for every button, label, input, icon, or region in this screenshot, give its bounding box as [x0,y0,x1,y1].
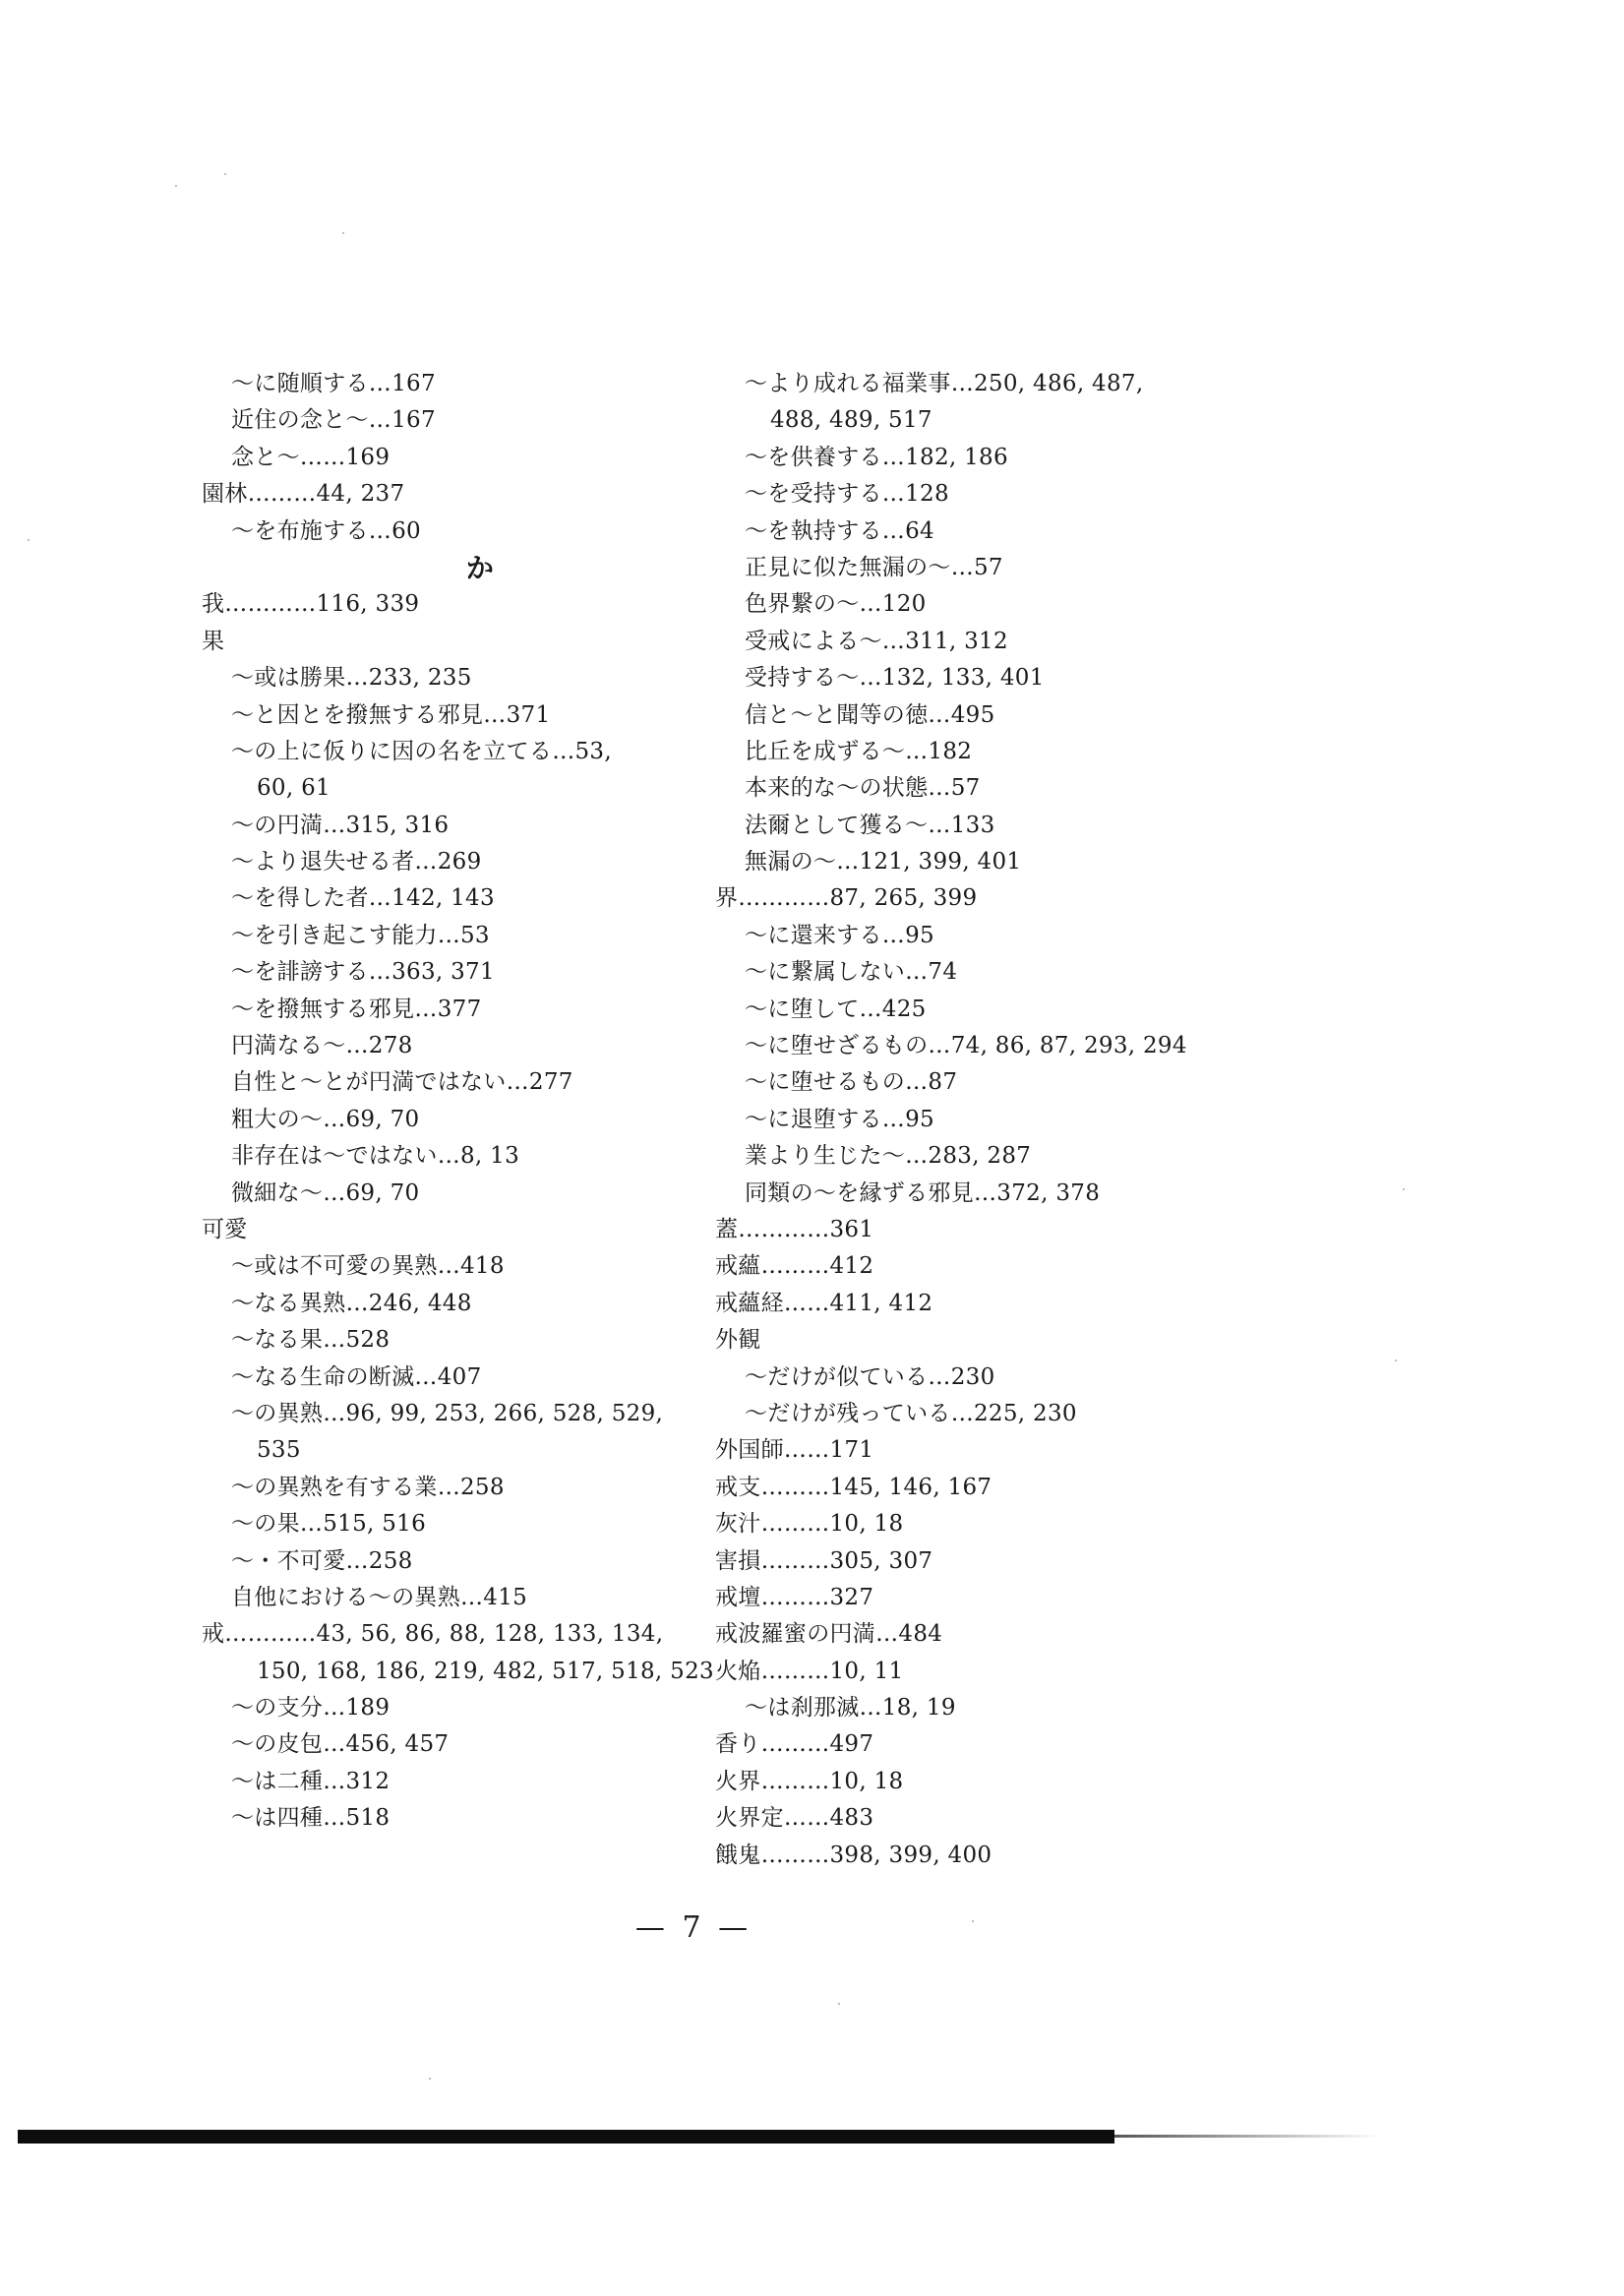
index-headword: 火界定……483 [715,1805,874,1832]
index-subentry: 無漏の～…121, 399, 401 [745,849,1022,876]
index-subentry: ～は刹那滅…18, 19 [745,1695,956,1722]
index-subentry: ～を執持する…64 [745,517,934,544]
index-subentry: ～を撥無する邪見…377 [231,996,482,1022]
index-subentry: ～の支分…189 [231,1695,391,1722]
index-subentry: ～を供養する…182, 186 [745,444,1008,470]
index-subentry: ～に繋属しない…74 [745,959,958,986]
index-headword: 戒壇………327 [715,1584,874,1610]
index-subentry: ～を誹謗する…363, 371 [231,959,495,986]
scan-speck [1395,1359,1397,1361]
index-continuation: 150, 168, 186, 219, 482, 517, 518, 523 [257,1658,714,1684]
index-subentry: 円満なる～…278 [231,1033,413,1059]
index-subentry: ～の異熟…96, 99, 253, 266, 528, 529, [231,1400,664,1426]
scan-speck [175,185,177,187]
index-continuation: 488, 489, 517 [770,407,932,434]
bottom-scan-edge-fade [1114,2135,1380,2138]
index-subentry: ～の円満…315, 316 [231,812,450,838]
index-subentry: 正見に似た無漏の～…57 [745,554,1003,580]
scan-speck [1403,1188,1405,1190]
index-headword: 可愛 [202,1216,248,1242]
index-subentry: ～に退堕する…95 [745,1106,934,1132]
index-subentry: 法爾として獲る～…133 [745,812,995,838]
index-subentry: ～に堕せるもの…87 [745,1069,958,1096]
index-headword: 戒蘊………412 [715,1253,874,1280]
index-subentry: ～は四種…518 [231,1805,391,1832]
scan-speck [838,2003,840,2005]
scan-speck [429,2078,431,2080]
section-heading: か [465,551,495,584]
index-headword: 園林………44, 237 [202,481,405,508]
index-headword: 果 [202,628,225,654]
index-headword: 害損………305, 307 [715,1547,933,1574]
index-subentry: ～だけが残っている…225, 230 [745,1400,1077,1426]
index-column-left [202,366,723,1838]
index-subentry: ～に還来する…95 [745,922,934,948]
index-subentry: ～に堕せざるもの…74, 86, 87, 293, 294 [745,1033,1187,1059]
index-subentry: 比丘を成ずる～…182 [745,738,973,764]
index-subentry: ～或は不可愛の異熟…418 [231,1253,505,1280]
index-subentry: 受戒による～…311, 312 [745,628,1008,654]
bottom-scan-edge [18,2130,1114,2144]
index-subentry: ～を布施する…60 [231,517,421,544]
index-headword: 火焔………10, 11 [715,1658,904,1684]
index-headword: 戒…………43, 56, 86, 88, 128, 133, 134, [202,1621,664,1648]
index-subentry: ～だけが似ている…230 [745,1363,995,1390]
index-headword: 灰汁………10, 18 [715,1511,904,1538]
index-headword: 戒支………145, 146, 167 [715,1474,992,1500]
index-continuation: 60, 61 [257,775,331,802]
scan-speck [342,232,344,234]
scan-speck [28,539,30,541]
index-subentry: ～より成れる福業事…250, 486, 487, [745,371,1144,396]
index-subentry: ～なる生命の断滅…407 [231,1363,482,1390]
index-subentry: ～の上に仮りに因の名を立てる…53, [231,738,612,764]
index-subentry: ～より退失せる者…269 [231,849,482,876]
index-subentry: ～の果…515, 516 [231,1511,427,1538]
index-subentry: 微細な～…69, 70 [231,1179,420,1206]
index-subentry: 色界繋の～…120 [745,591,927,618]
index-subentry: ～に堕して…425 [745,996,927,1022]
index-subentry: ～を受持する…128 [745,481,949,508]
index-headword: 界…………87, 265, 399 [715,885,978,912]
index-subentry: 受持する～…132, 133, 401 [745,665,1045,692]
index-subentry: ～は二種…312 [231,1768,391,1794]
index-subentry: ～なる果…528 [231,1327,391,1354]
index-column-right [715,366,1266,1874]
index-subentry: 自他における～の異熟…415 [231,1584,528,1610]
index-subentry: ～・不可愛…258 [231,1547,413,1574]
index-subentry: 本来的な～の状態…57 [745,775,981,802]
index-subentry: 非存在は～ではない…8, 13 [231,1143,520,1170]
index-subentry: ～なる異熟…246, 448 [231,1290,472,1316]
index-subentry: 粗大の～…69, 70 [231,1106,420,1132]
index-subentry: ～の皮包…456, 457 [231,1731,450,1758]
scan-speck [224,173,226,175]
index-subentry: 同類の～を縁ずる邪見…372, 378 [745,1179,1101,1206]
index-headword: 火界………10, 18 [715,1768,904,1794]
index-subentry: 信と～と聞等の徳…495 [745,701,995,728]
index-continuation: 535 [257,1437,301,1464]
index-subentry: ～の異熟を有する業…258 [231,1474,505,1500]
scan-speck [972,1920,974,1922]
index-subentry: ～或は勝果…233, 235 [231,665,472,692]
index-subentry: ～と因とを撥無する邪見…371 [231,701,551,728]
index-headword: 外観 [715,1327,761,1354]
index-headword: 餓鬼………398, 399, 400 [715,1842,992,1868]
index-headword: 蓋…………361 [715,1216,874,1242]
index-headword: 我…………116, 339 [202,591,420,618]
index-subentry: ～を引き起こす能力…53 [231,922,490,948]
index-subentry: 近住の念と～…167 [231,407,436,434]
index-subentry: ～に随順する…167 [231,371,436,396]
index-subentry: 念と～……169 [231,444,391,470]
index-headword: 戒蘊経……411, 412 [715,1290,933,1316]
index-headword: 外国師……171 [715,1437,874,1464]
index-headword: 香り………497 [715,1731,874,1758]
index-headword: 戒波羅蜜の円満…484 [715,1621,943,1648]
page-number: — 7 — [634,1910,752,1945]
index-subentry: 業より生じた～…283, 287 [745,1143,1032,1170]
index-subentry: ～を得した者…142, 143 [231,885,495,912]
index-subentry: 自性と～とが円満ではない…277 [231,1069,573,1096]
